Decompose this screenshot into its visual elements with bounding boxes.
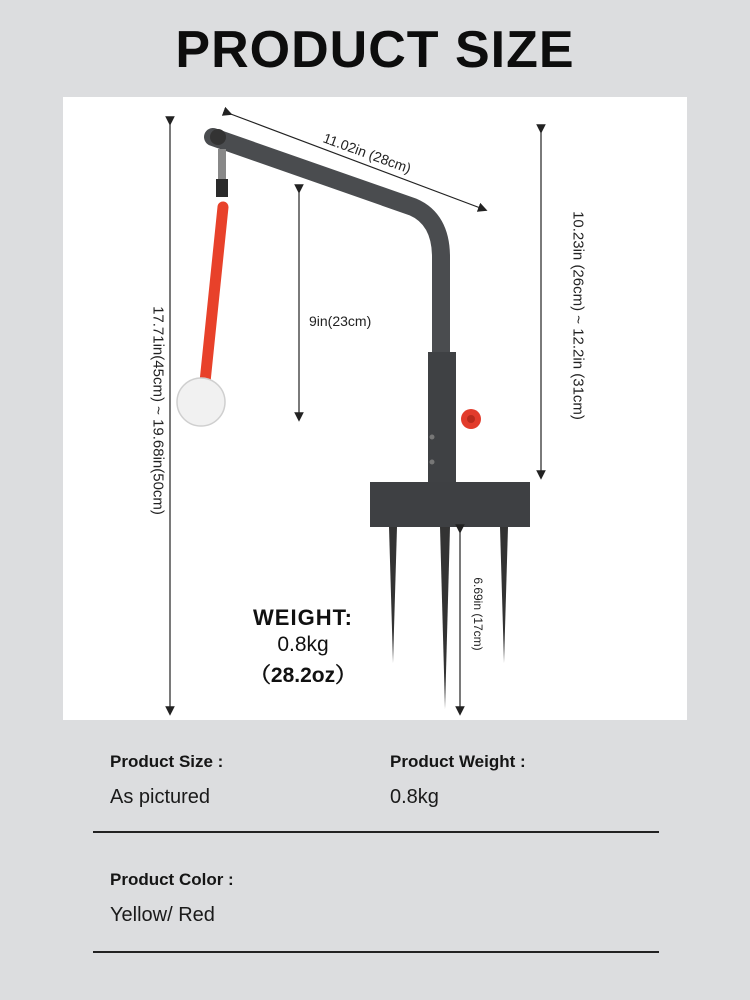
product-photo <box>63 97 687 720</box>
weight-callout-kg: 0.8kg <box>277 633 329 656</box>
pivot-cap <box>210 129 226 145</box>
divider-1 <box>93 831 659 833</box>
arm-length-label: 11.02in (28cm) <box>321 129 414 177</box>
drop-height-label: 9in(23cm) <box>309 313 372 329</box>
spec-color-label: Product Color : <box>110 870 234 889</box>
spec-size-label: Product Size : <box>110 752 224 771</box>
swivel <box>218 149 226 179</box>
weight-callout-oz: （28.2oz） <box>249 664 357 687</box>
spec-weight <box>390 752 526 809</box>
spec-weight-label: Product Weight : <box>390 752 526 771</box>
spec-size <box>110 752 223 809</box>
golf-ball <box>177 378 225 426</box>
post-height-label: 10.23in (26cm) ~ 12.2in (31cm) <box>569 211 587 420</box>
page-title: PRODUCT SIZE <box>175 21 575 79</box>
spec-color-value: Yellow/ Red <box>110 904 215 926</box>
outer-post <box>428 352 456 502</box>
base-bar <box>370 482 530 527</box>
spec-color <box>110 870 234 927</box>
weight-callout <box>213 605 393 689</box>
spec-size-value: As pictured <box>110 786 211 808</box>
total-height-label: 17.71in(45cm) ~ 19.68in(50cm) <box>149 306 167 515</box>
spike-length-label: 6.69in (17cm) <box>471 577 485 651</box>
spike-center <box>440 527 450 709</box>
swing-rod <box>205 207 223 382</box>
spike-right <box>500 527 508 663</box>
spec-weight-value: 0.8kg <box>390 786 439 808</box>
divider-2 <box>93 951 659 953</box>
weight-callout-title: WEIGHT: <box>253 605 353 630</box>
